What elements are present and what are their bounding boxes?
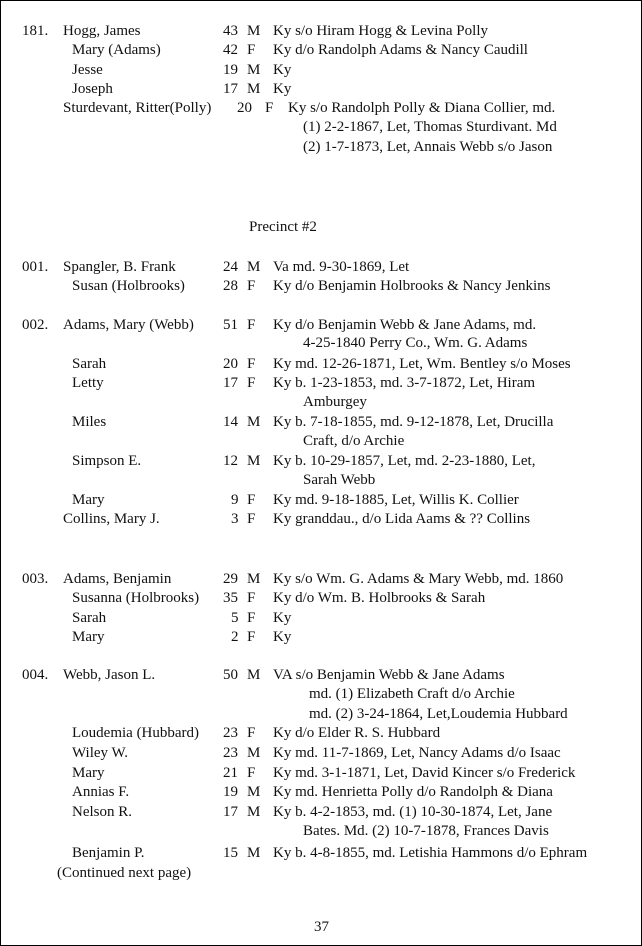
person-details: Ky d/o Elder R. S. Hubbard [273, 725, 441, 741]
household-number: 181. [22, 23, 49, 39]
person-name: Hogg, James [63, 23, 141, 39]
person-name: Adams, Mary (Webb) [63, 317, 194, 333]
person-age: 20 [223, 356, 238, 372]
person-details: Ky md. 11-7-1869, Let, Nancy Adams d/o Isaac [273, 745, 561, 761]
person-name: Sarah [72, 610, 107, 626]
person-name: Mary [72, 765, 105, 781]
person-age: 20 [237, 100, 252, 116]
person-name: Susanna (Holbrooks) [72, 590, 200, 606]
person-age: 43 [223, 23, 238, 39]
person-details: md. (2) 3-24-1864, Let,Loudemia Hubbard [309, 706, 568, 722]
person-sex: F [247, 278, 256, 294]
person-age: 9 [231, 492, 239, 508]
person-sex: M [247, 81, 261, 97]
person-details: Ky s/o Wm. G. Adams & Mary Webb, md. 1860 [273, 571, 564, 587]
person-details: Ky md. Henrietta Polly d/o Randolph & Diana [273, 784, 553, 800]
household-number: 004. [22, 667, 49, 683]
person-age: 17 [223, 804, 238, 820]
household-number: 001. [22, 259, 49, 275]
person-name: Wiley W. [72, 745, 129, 761]
person-name: Mary [72, 492, 105, 508]
person-age: 35 [223, 590, 238, 606]
person-sex: M [247, 62, 261, 78]
person-details: Amburgey [303, 394, 367, 410]
person-name: Simpson E. [72, 453, 142, 469]
person-sex: F [247, 42, 256, 58]
person-name: Collins, Mary J. [63, 511, 160, 527]
person-sex: M [247, 745, 261, 761]
person-age: 19 [223, 784, 238, 800]
person-sex: F [247, 356, 256, 372]
person-sex: M [247, 784, 261, 800]
person-age: 29 [223, 571, 238, 587]
person-details: (2) 1-7-1873, Let, Annais Webb s/o Jason [303, 139, 553, 155]
person-sex: M [247, 259, 261, 275]
person-name: Adams, Benjamin [63, 571, 172, 587]
person-details: Ky [273, 62, 292, 78]
person-sex: F [247, 590, 256, 606]
person-details: Va md. 9-30-1869, Let [273, 259, 410, 275]
person-details: Ky b. 4-2-1853, md. (1) 10-30-1874, Let, Jane [273, 804, 553, 820]
person-sex: F [265, 100, 274, 116]
person-sex: F [247, 610, 256, 626]
person-details: Ky d/o Randolph Adams & Nancy Caudill [273, 42, 528, 58]
person-name: Letty [72, 375, 104, 391]
person-name: Susan (Holbrooks) [72, 278, 185, 294]
person-name: Webb, Jason L. [63, 667, 156, 683]
person-age: 21 [223, 765, 238, 781]
person-sex: F [247, 511, 256, 527]
person-name: Loudemia (Hubbard) [72, 725, 200, 741]
person-details: md. (1) Elizabeth Craft d/o Archie [309, 686, 515, 702]
person-sex: M [247, 414, 261, 430]
person-details: Craft, d/o Archie [303, 433, 405, 449]
person-age: 15 [223, 845, 238, 861]
person-details: Ky b. 4-8-1855, md. Letishia Hammons d/o Ephram [273, 845, 588, 861]
person-sex: F [247, 765, 256, 781]
person-name: Sarah [72, 356, 107, 372]
person-age: 23 [223, 745, 238, 761]
person-details: Ky md. 12-26-1871, Let, Wm. Bentley s/o Moses [273, 356, 571, 372]
person-details: Ky b. 10-29-1857, Let, md. 2-23-1880, Let, [273, 453, 536, 469]
person-age: 24 [223, 259, 238, 275]
person-age: 28 [223, 278, 238, 294]
person-age: 19 [223, 62, 238, 78]
person-sex: F [247, 375, 256, 391]
person-details: Ky b. 7-18-1855, md. 9-12-1878, Let, Drucilla [273, 414, 554, 430]
person-name: Benjamin P. [72, 845, 145, 861]
person-details: 4-25-1840 Perry Co., Wm. G. Adams [303, 335, 528, 351]
person-name: Jesse [72, 62, 103, 78]
person-details: Ky granddau., d/o Lida Aams & ?? Collins [273, 511, 531, 527]
person-age: 12 [223, 453, 238, 469]
person-details: Ky [273, 81, 292, 97]
page-number: 37 [314, 919, 329, 935]
person-age: 42 [223, 42, 238, 58]
person-name: Spangler, B. Frank [63, 259, 176, 275]
precinct-title: Precinct #2 [249, 219, 317, 235]
person-age: 14 [223, 414, 238, 430]
person-details: Ky md. 3-1-1871, Let, David Kincer s/o Frederick [273, 765, 576, 781]
person-sex: M [247, 845, 261, 861]
person-age: 50 [223, 667, 238, 683]
person-age: 5 [231, 610, 239, 626]
person-sex: F [247, 725, 256, 741]
person-sex: M [247, 667, 261, 683]
person-name: Miles [72, 414, 107, 430]
household-number: 002. [22, 317, 49, 333]
person-age: 2 [231, 629, 239, 645]
person-details: Ky d/o Wm. B. Holbrooks & Sarah [273, 590, 486, 606]
person-sex: F [247, 629, 256, 645]
person-name: Annias F. [72, 784, 130, 800]
person-age: 51 [223, 317, 238, 333]
person-name: Nelson R. [72, 804, 132, 820]
person-age: 3 [231, 511, 239, 527]
person-age: 17 [223, 375, 238, 391]
person-name: Mary (Adams) [72, 42, 161, 58]
person-name: Joseph [72, 81, 113, 97]
person-details: Sarah Webb [303, 472, 376, 488]
person-sex: F [247, 492, 256, 508]
person-details: Ky [273, 610, 292, 626]
person-sex: M [247, 804, 261, 820]
person-details: Bates. Md. (2) 10-7-1878, Frances Davis [303, 823, 549, 839]
continued-note: (Continued next page) [57, 865, 192, 881]
person-age: 23 [223, 725, 238, 741]
person-sex: M [247, 453, 261, 469]
person-sex: M [247, 571, 261, 587]
household-number: 003. [22, 571, 49, 587]
person-details: Ky s/o Hiram Hogg & Levina Polly [273, 23, 488, 39]
person-details: Ky d/o Benjamin Holbrooks & Nancy Jenkins [273, 278, 551, 294]
person-details: VA s/o Benjamin Webb & Jane Adams [273, 667, 505, 683]
person-age: 17 [223, 81, 238, 97]
person-details: Ky b. 1-23-1853, md. 3-7-1872, Let, Hiram [273, 375, 536, 391]
person-details: Ky s/o Randolph Polly & Diana Collier, md. [288, 100, 556, 116]
person-sex: F [247, 317, 256, 333]
person-details: (1) 2-2-1867, Let, Thomas Sturdivant. Md [303, 119, 557, 135]
person-details: Ky md. 9-18-1885, Let, Willis K. Collier [273, 492, 519, 508]
person-details: Ky [273, 629, 292, 645]
person-sex: M [247, 23, 261, 39]
person-name: Mary [72, 629, 105, 645]
person-name: Sturdevant, Ritter(Polly) [63, 100, 212, 116]
person-details: Ky d/o Benjamin Webb & Jane Adams, md. [273, 317, 537, 333]
